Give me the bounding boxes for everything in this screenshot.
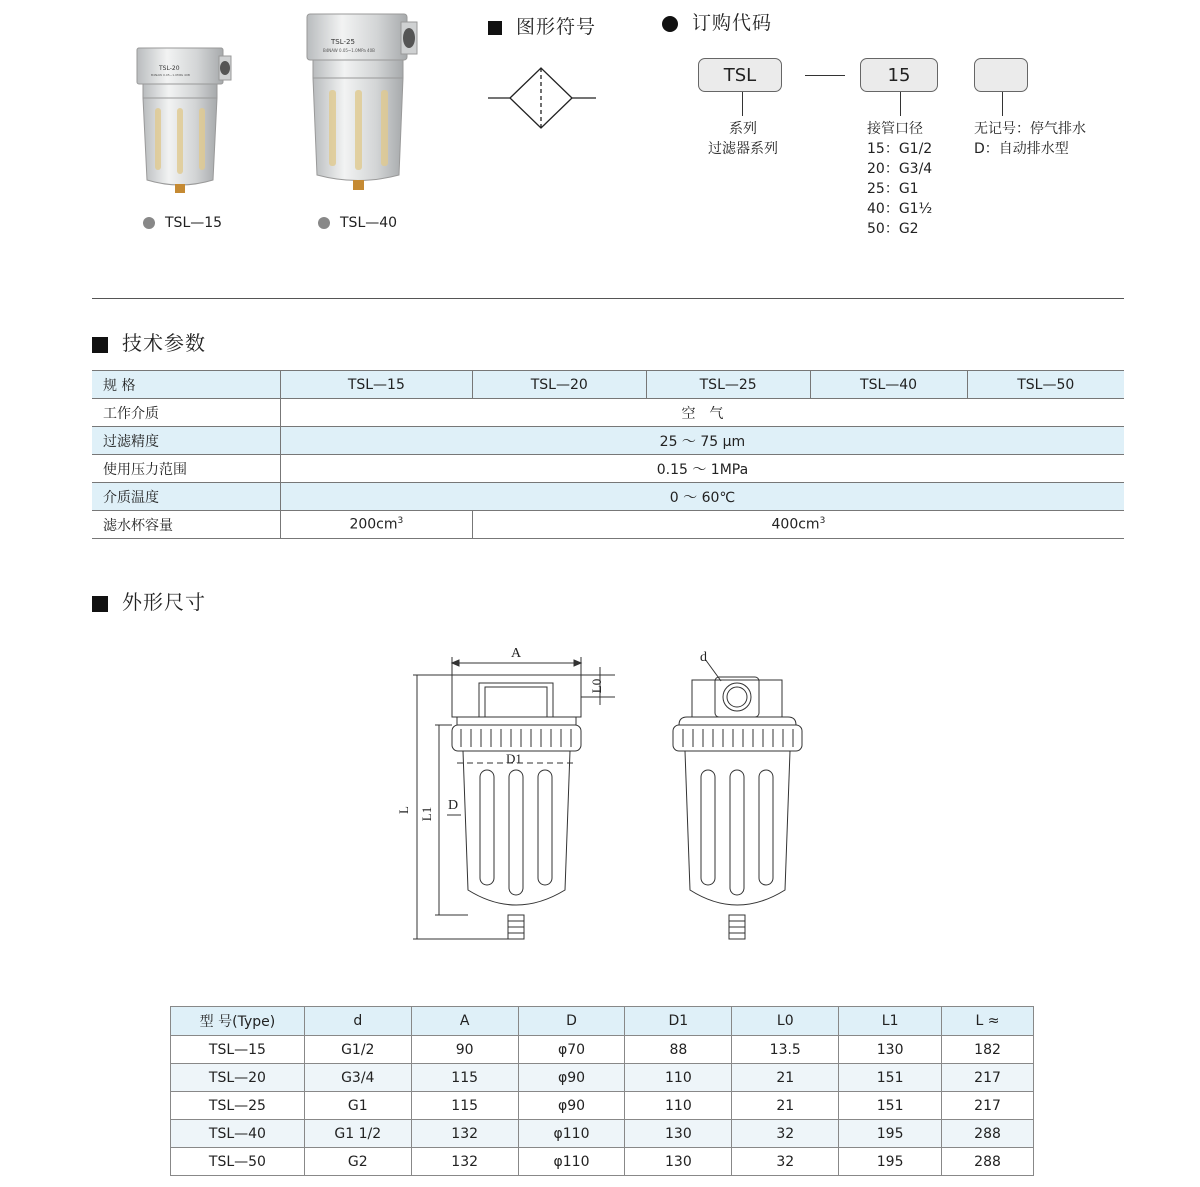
cell: 110 [625,1092,732,1120]
header-cell: L0 [732,1007,839,1036]
table-row [171,1036,1034,1064]
cell: φ110 [518,1148,625,1176]
cell: 288 [942,1148,1034,1176]
capacity-value: 400cm [771,516,820,533]
table-row [92,483,1124,511]
code-box-drain [974,58,1028,92]
port-title: 接管口径 [867,121,923,137]
series-line2: 过滤器系列 [708,141,778,157]
dim-label-L1: L1 [419,806,435,822]
cell: TSL—25 [171,1092,305,1120]
row-label: 滤水杯容量 [92,511,280,539]
cell: 32 [732,1148,839,1176]
cell: 132 [411,1120,518,1148]
cell: 130 [625,1148,732,1176]
dim-label-L0: L0 [589,678,605,694]
product-sublabel: B4NAW 0.05~1.0MPa 40B [151,73,190,77]
square-bullet-icon [488,21,502,35]
table-row [92,399,1124,427]
symbol-title [488,12,596,39]
tech-title-text: 技术参数 [122,331,206,355]
cell: 130 [839,1036,942,1064]
port-item: 50：G2 [867,221,919,237]
circle-bullet-icon [662,16,678,32]
drawing-side-view [665,645,810,950]
dim-title [92,586,206,615]
table-row [171,1064,1034,1092]
product-image-tsl-15 [135,40,233,200]
port-desc [867,119,932,239]
dim-label-L: L [395,806,411,814]
cell: 182 [942,1036,1034,1064]
cell: φ70 [518,1036,625,1064]
section-divider [92,298,1124,299]
header-cell: 型 号(Type) [171,1007,305,1036]
dim-label-D1: D1 [506,751,522,766]
product-label: TSL-20 [159,65,180,72]
row-value: 25 ～ 75 μm [280,427,1124,455]
order-title [662,8,772,35]
capacity-exp: 3 [397,516,404,527]
port-item: 40：G1½ [867,201,933,217]
code-dash [805,75,845,76]
table-header-row [92,371,1124,399]
cell: TSL—50 [171,1148,305,1176]
code-leader-line [742,92,743,116]
row-value [472,511,1124,539]
filter-symbol-icon [488,66,598,130]
product-image-tsl-40 [305,10,421,200]
cell: 151 [839,1064,942,1092]
capacity-value: 200cm [349,516,398,533]
cell: TSL—40 [171,1120,305,1148]
product-sublabel: B4NAW 0.05~1.0MPa 40B [323,48,375,53]
header-cell: 规 格 [92,371,280,399]
port-item: 20：G3/4 [867,161,933,177]
dim-title-text: 外形尺寸 [122,590,206,614]
gray-dot-icon [318,217,330,229]
code-leader-line [1002,92,1003,116]
cell: G3/4 [304,1064,411,1092]
code-box-port: 15 [860,58,938,92]
series-desc [703,119,783,159]
cell: 21 [732,1092,839,1120]
cell: φ110 [518,1120,625,1148]
gray-dot-icon [143,217,155,229]
dim-label-d: d [700,650,707,665]
header-cell: TSL—15 [280,371,472,399]
tech-title [92,327,206,356]
cell: 13.5 [732,1036,839,1064]
cell: 195 [839,1148,942,1176]
caption-text: TSL—40 [340,215,398,231]
code-leader-line [900,92,901,116]
cell: 115 [411,1092,518,1120]
product-caption-2 [318,215,397,231]
port-item: 25：G1 [867,181,919,197]
cell: 88 [625,1036,732,1064]
table-row [92,427,1124,455]
header-cell: D1 [625,1007,732,1036]
dimension-table [170,1006,1034,1176]
caption-text: TSL—15 [165,215,223,231]
header-cell: TSL—50 [967,371,1124,399]
table-row [171,1092,1034,1120]
header-cell: TSL—25 [646,371,810,399]
cell: 115 [411,1064,518,1092]
port-item: 15：G1/2 [867,141,933,157]
dim-label-D: D [448,798,459,813]
square-bullet-icon [92,337,108,353]
cell: G1/2 [304,1036,411,1064]
cell: 217 [942,1092,1034,1120]
cell: φ90 [518,1064,625,1092]
cell: 288 [942,1120,1034,1148]
code-box-series: TSL [698,58,782,92]
header-cell: TSL—20 [472,371,646,399]
header-cell: d [304,1007,411,1036]
cell: 110 [625,1064,732,1092]
square-bullet-icon [92,596,108,612]
row-label: 过滤精度 [92,427,280,455]
cell: 32 [732,1120,839,1148]
cell: 132 [411,1148,518,1176]
header-cell: D [518,1007,625,1036]
symbol-title-text: 图形符号 [516,16,597,38]
series-line1: 系列 [729,121,757,137]
cell: φ90 [518,1092,625,1120]
row-value: 空 气 [280,399,1124,427]
row-label: 使用压力范围 [92,455,280,483]
cell: 90 [411,1036,518,1064]
cell: 217 [942,1064,1034,1092]
drain-line2: D：自动排水型 [974,141,1069,157]
product-label: TSL-25 [331,38,355,46]
header-cell: TSL—40 [810,371,967,399]
header-cell: L ≈ [942,1007,1034,1036]
drain-line1: 无记号：停气排水 [974,121,1086,137]
tech-params-table [92,370,1124,539]
table-header-row [171,1007,1034,1036]
table-row [92,455,1124,483]
dim-label-A: A [511,646,522,661]
table-row [171,1148,1034,1176]
row-label: 介质温度 [92,483,280,511]
cell: G2 [304,1148,411,1176]
row-label: 工作介质 [92,399,280,427]
row-value: 0 ～ 60℃ [280,483,1124,511]
cell: G1 1/2 [304,1120,411,1148]
header-cell: L1 [839,1007,942,1036]
cell: TSL—20 [171,1064,305,1092]
cell: 151 [839,1092,942,1120]
capacity-exp: 3 [819,516,826,527]
cell: 195 [839,1120,942,1148]
row-value [280,511,472,539]
cell: 130 [625,1120,732,1148]
table-row [171,1120,1034,1148]
table-row [92,511,1124,539]
cell: G1 [304,1092,411,1120]
header-cell: A [411,1007,518,1036]
cell: 21 [732,1064,839,1092]
cell: TSL—15 [171,1036,305,1064]
drain-desc [974,119,1086,159]
product-caption-1 [143,215,222,231]
row-value: 0.15 ～ 1MPa [280,455,1124,483]
order-title-text: 订购代码 [692,12,773,34]
